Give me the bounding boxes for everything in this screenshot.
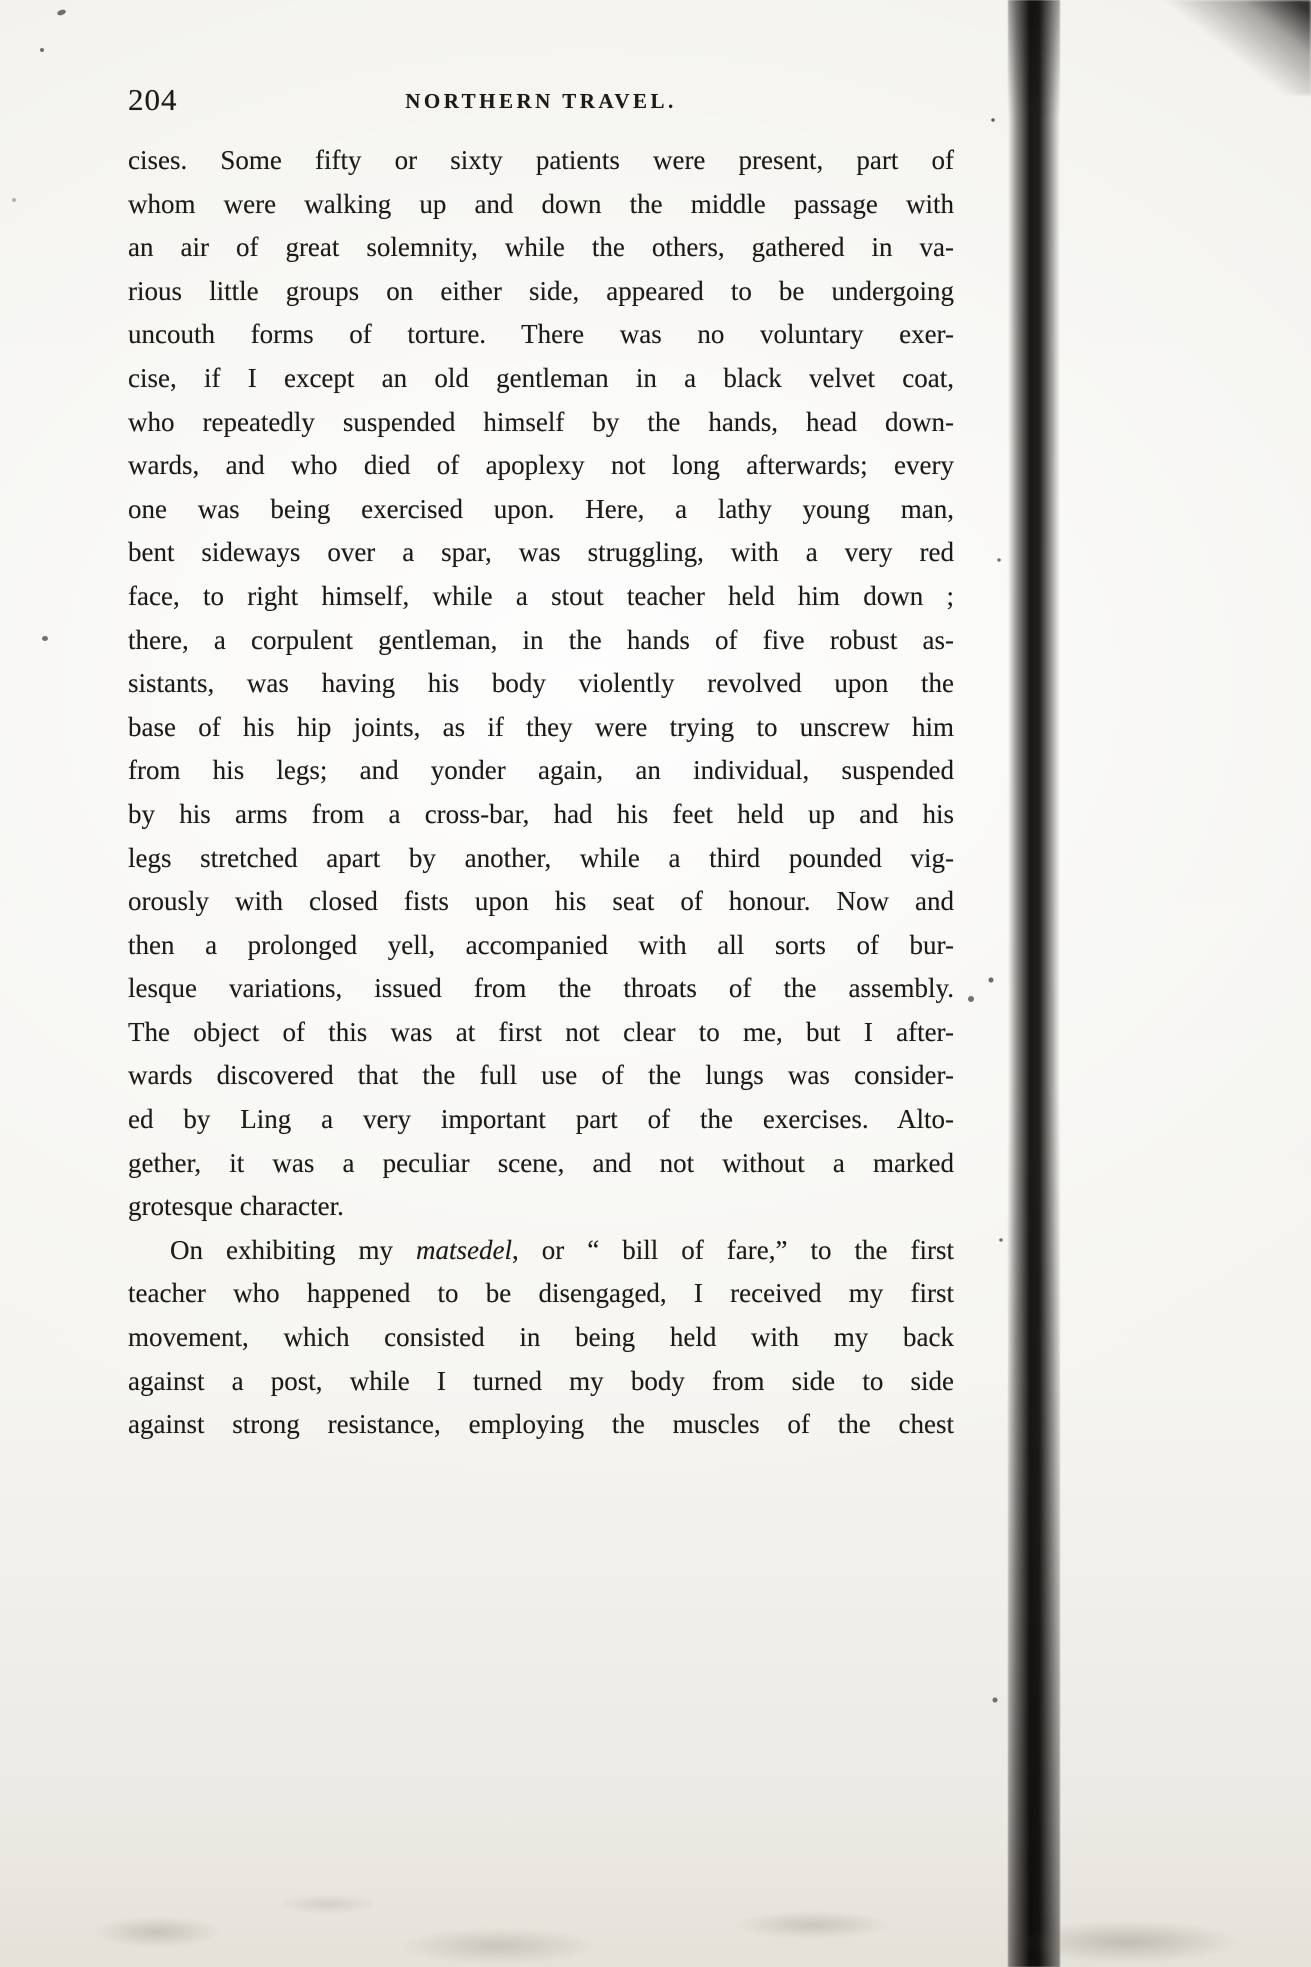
scan-corner-mark: [1161, 0, 1311, 95]
text-segment: ed by Ling a very important part of the exercises. Alto-: [128, 1104, 954, 1135]
text-line: [128, 1185, 954, 1229]
text-line: [128, 1098, 954, 1142]
scan-bottom-mottle: [0, 1827, 1311, 1967]
text-segment: face, to right himself, while a stout teacher held him down ;: [128, 580, 954, 611]
text-line: [128, 793, 954, 837]
text-segment: legs stretched apart by another, while a third pounded vig-: [128, 842, 954, 873]
page-header: [128, 82, 954, 122]
text-line: [128, 575, 954, 619]
text-line: [128, 139, 954, 183]
text-line: [128, 183, 954, 227]
text-segment: orously with closed fists upon his seat of honour. Now and: [128, 886, 954, 917]
text-segment: who repeatedly suspended himself by the hands, head down-: [128, 406, 954, 437]
text-segment: On exhibiting my: [170, 1234, 417, 1265]
text-segment: bent sideways over a spar, was struggling, with a very red: [128, 537, 954, 568]
text-segment: wards discovered that the full use of the lungs was consider-: [128, 1060, 954, 1091]
text-line: [128, 270, 954, 314]
text-segment: uncouth forms of torture. There was no voluntary exer-: [128, 319, 954, 350]
text-segment: there, a corpulent gentleman, in the hands of five robust as-: [128, 624, 954, 655]
page-number: 204: [128, 82, 178, 117]
text-line: [128, 1229, 954, 1273]
text-segment: , or “ bill of fare,” to the first: [512, 1234, 954, 1265]
text-line: [128, 357, 954, 401]
text-segment: sistants, was having his body violently revolved upon the: [128, 668, 954, 699]
text-segment: gether, it was a peculiar scene, and not without a marked: [128, 1147, 954, 1178]
text-line: [128, 1360, 954, 1404]
text-segment: rious little groups on either side, appeared to be undergoing: [128, 275, 954, 306]
text-line: [128, 924, 954, 968]
text-segment: from his legs; and yonder again, an individual, suspended: [128, 755, 954, 786]
text-segment: cise, if I except an old gentleman in a black velvet coat,: [128, 362, 954, 393]
scan-speck: [40, 48, 44, 52]
text-line: [128, 531, 954, 575]
text-line: [128, 1011, 954, 1055]
scan-speck: [42, 636, 48, 641]
text-line: [128, 226, 954, 270]
text-segment: base of his hip joints, as if they were trying to unscrew him: [128, 711, 954, 742]
text-line: [128, 444, 954, 488]
text-line: [128, 488, 954, 532]
text-line: [128, 967, 954, 1011]
italic-text: matsedel: [416, 1234, 513, 1265]
scan-speck: [56, 9, 66, 17]
text-segment: whom were walking up and down the middle passage with: [128, 188, 954, 219]
text-line: [128, 313, 954, 357]
scan-edge-speckle: [985, 0, 1009, 1967]
text-segment: lesque variations, issued from the throats of the assembly.: [128, 973, 954, 1004]
text-segment: an air of great solemnity, while the others, gathered in va-: [128, 232, 954, 263]
text-segment: against a post, while I turned my body from side to side: [128, 1365, 954, 1396]
text-segment: one was being exercised upon. Here, a lathy young man,: [128, 493, 954, 524]
text-segment: teacher who happened to be disengaged, I received my first: [128, 1278, 954, 1309]
scan-edge-band: [1008, 0, 1060, 1967]
paragraph: [128, 139, 954, 1229]
text-line: [128, 706, 954, 750]
text-line: [128, 401, 954, 445]
text-line: [128, 1054, 954, 1098]
text-line: [128, 837, 954, 881]
text-segment: by his arms from a cross-bar, had his feet held up and his: [128, 798, 954, 829]
text-segment: movement, which consisted in being held with my back: [128, 1322, 954, 1353]
text-line: [128, 619, 954, 663]
scan-speck: [12, 198, 16, 202]
scan-speck: [968, 996, 974, 1002]
text-line: [128, 880, 954, 924]
text-segment: grotesque character.: [128, 1191, 344, 1222]
text-segment: wards, and who died of apoplexy not long afterwards; every: [128, 450, 954, 481]
text-segment: then a prolonged yell, accompanied with all sorts of bur-: [128, 929, 954, 960]
running-head: NORTHERN TRAVEL.: [405, 89, 677, 113]
text-block: [128, 139, 954, 1447]
text-line: [128, 1316, 954, 1360]
text-line: [128, 662, 954, 706]
paragraph: [128, 1229, 954, 1447]
text-segment: cises. Some fifty or sixty patients were present, part of: [128, 145, 954, 175]
text-line: [128, 749, 954, 793]
text-segment: against strong resistance, employing the muscles of the chest: [128, 1409, 954, 1440]
text-line: [128, 1142, 954, 1186]
text-line: [128, 1403, 954, 1447]
text-segment: The object of this was at first not clear to me, but I after-: [128, 1016, 954, 1047]
text-line: [128, 1272, 954, 1316]
